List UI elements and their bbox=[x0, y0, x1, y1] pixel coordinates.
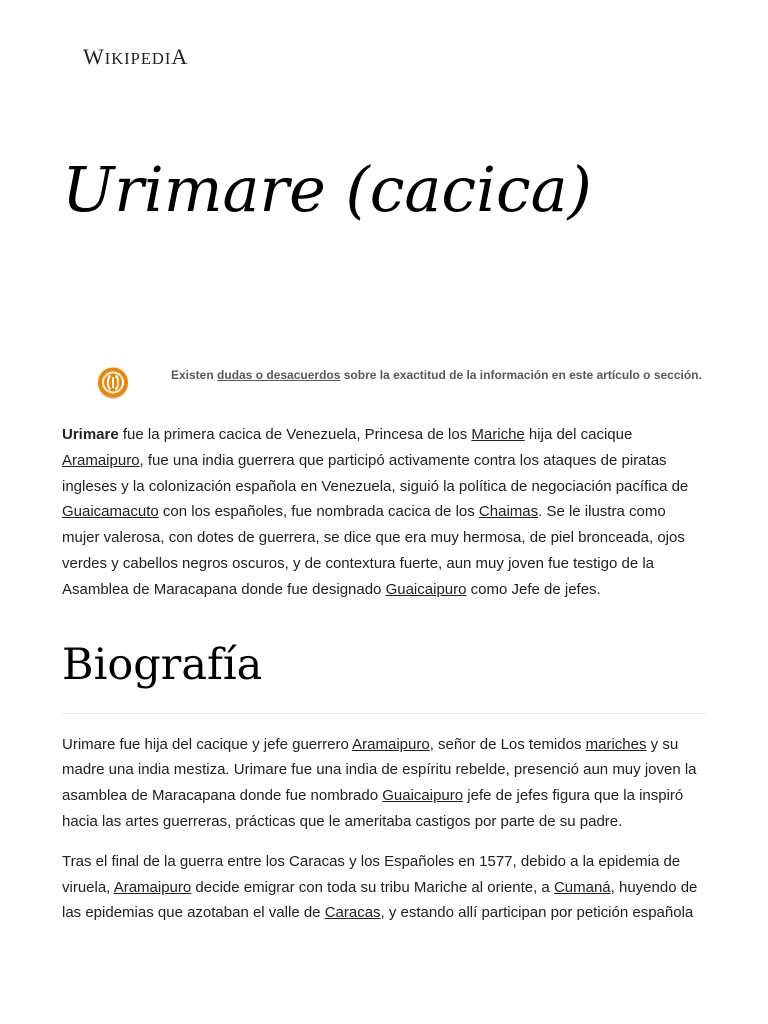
chaimas-link[interactable]: Chaimas bbox=[478, 503, 539, 521]
biografia-paragraph: Urimare fue hija del cacique y jefe guerrero Aramaipuro, señor de Los temidos mariches y su madre una india mestiza. Urimare fue una india de espíritu rebelde, presenció aun muy joven la asamblea de Maracapana donde fue nombrado Guaicaipuro jefe de jefes figura que la inspiró hacia las artes guerreras, prácticas que le ameritaba castigos por parte de su padre. bbox=[62, 735, 697, 830]
section-heading-biografia[interactable]: Biografía bbox=[62, 635, 706, 714]
notice-text: Existen dudas o desacuerdos sobre la exactitud de la información en este artículo o sección. bbox=[171, 368, 702, 382]
article-content bbox=[62, 422, 706, 940]
aramaipuro-link[interactable]: Aramaipuro bbox=[62, 451, 140, 469]
guaicaipuro-link[interactable]: Guaicaipuro bbox=[382, 787, 464, 805]
biografia-section bbox=[62, 732, 706, 927]
aramaipuro-link[interactable]: Aramaipuro bbox=[352, 735, 430, 753]
wikipedia-logo[interactable]: WIKIPEDIA bbox=[83, 44, 189, 69]
dispute-notice bbox=[62, 360, 706, 410]
page-title: Urimare (cacica) bbox=[62, 153, 592, 226]
guaicamacuto-link[interactable]: Guaicamacuto bbox=[62, 503, 159, 521]
mariches-link[interactable]: mariches bbox=[585, 735, 647, 753]
biografia-paragraph: Tras el final de la guerra entre los Caracas y los Españoles en 1577, debido a la epidemia de viruela, Aramaipuro decide emigrar con toda su tribu Mariche al oriente, a Cumaná, huyendo de las epidemias que azotaban el valle de Caracas, y estando allí participan por petición española bbox=[62, 852, 698, 922]
caracas-link[interactable]: Caracas bbox=[324, 904, 381, 922]
mariche-link[interactable]: Mariche bbox=[471, 426, 525, 443]
aramaipuro-link[interactable]: Aramaipuro bbox=[113, 878, 192, 896]
dispute-icon bbox=[96, 366, 130, 400]
cumana-link[interactable]: Cumaná bbox=[553, 878, 611, 896]
intro-paragraph: Urimare fue la primera cacica de Venezuela, Princesa de los Mariche hija del cacique Aramaipuro, fue una india guerrera que participó activamente contra los ataques de piratas ingleses y la colonización española en Venezuela, siguió la política de negociación pacífica de Guaicamacuto con los españoles, fue nombrada cacica de los Chaimas. Se le ilustra como mujer valerosa, con dotes de guerrera, se dice que era muy hermosa, de piel bronceada, ojos verdes y cabellos negros oscuros, y de contextura fuerte, aun muy joven fue testigo de la Asamblea de Maracapana donde fue designado Guaicaipuro como Jefe de jefes. bbox=[62, 426, 689, 598]
guaicaipuro-link[interactable]: Guaicaipuro bbox=[385, 580, 467, 598]
doubts-link[interactable]: dudas o desacuerdos bbox=[217, 368, 341, 382]
